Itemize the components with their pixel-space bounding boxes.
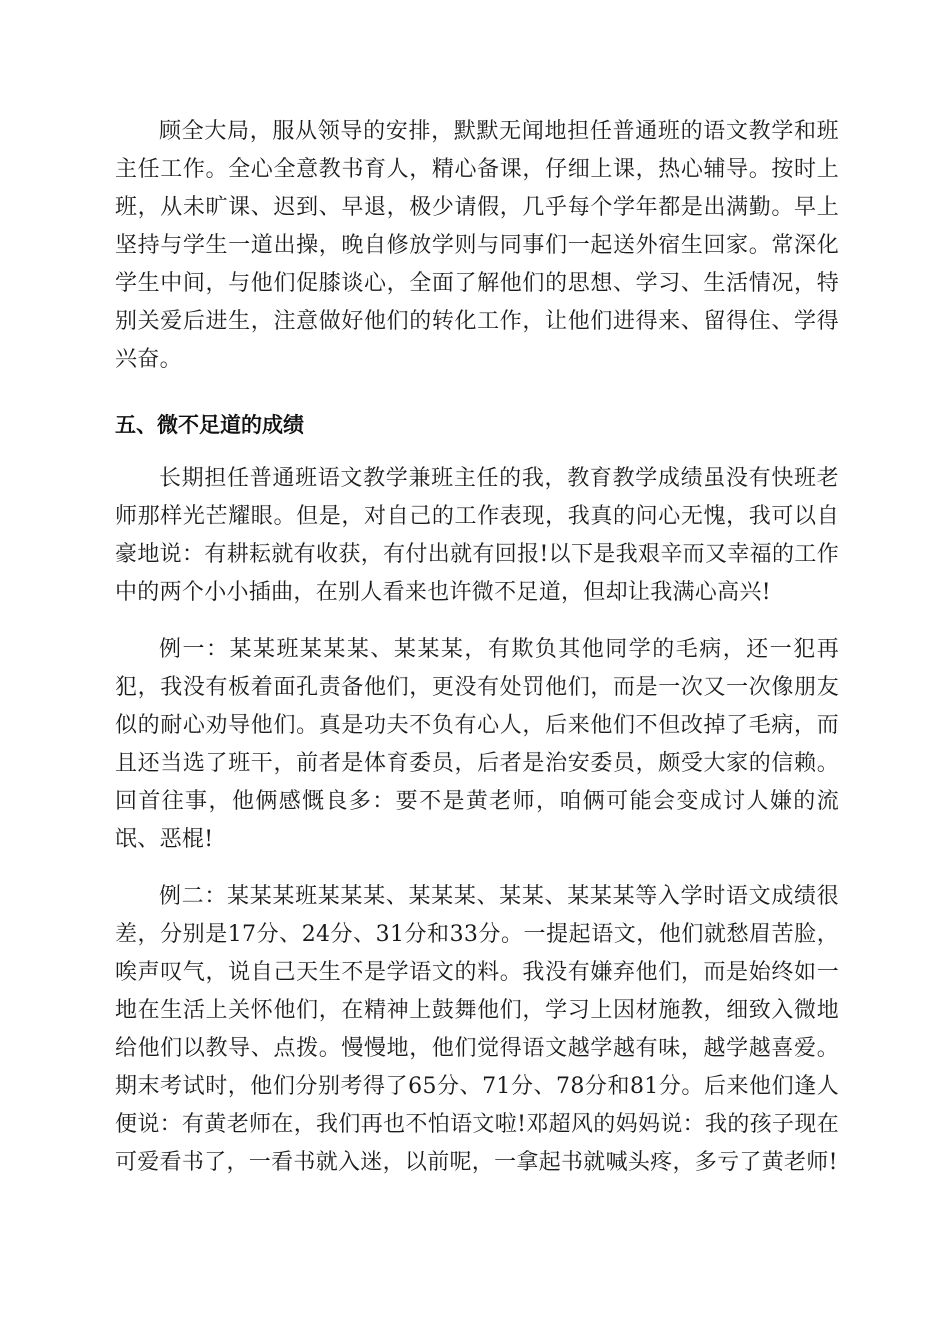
paragraph-summary: 长期担任普通班语文教学兼班主任的我，教育教学成绩虽没有快班老师那样光芒耀眼。但是，对自己的工作表现，我真的问心无愧，我可以自豪地说：有耕耘就有收获，有付出就有回报!以下是我艰辛而又幸福的工作中的两个小小插曲，在别人看来也许微不足道，但却让我满心高兴! <box>115 466 839 605</box>
paragraph-intro: 顾全大局，服从领导的安排，默默无闻地担任普通班的语文教学和班主任工作。全心全意教书育人，精心备课，仔细上课，热心辅导。按时上班，从未旷课、迟到、早退，极少请假，几乎每个学年都是出满勤。早上坚持与学生一道出操，晚自修放学则与同事们一起送外宿生回家。常深化学生中间，与他们促膝谈心，全面了解他们的思想、学习、生活情况，特别关爱后进生，注意做好他们的转化工作，让他们进得来、留得住、学得兴奋。 <box>115 119 839 372</box>
paragraph-example-two: 例二：某某某班某某某、某某某、某某、某某某等入学时语文成绩很差，分别是17分、24分、31分和33分。一提起语文，他们就愁眉苦脸，唉声叹气，说自己天生不是学语文的料。我没有嫌弃他们，而是始终如一地在生活上关怀他们，在精神上鼓舞他们，学习上因材施教，细致入微地给他们以教导、点拨。慢慢地，他们觉得语文越学越有味，越学越喜爱。期末考试时，他们分别考得了65分、71分、78分和81分。后来他们逢人便说：有黄老师在，我们再也不怕语文啦!邓超风的妈妈说：我的孩子现在可爱看书了，一看书就入迷，以前呢，一拿起书就喊头疼，多亏了黄老师! <box>115 884 839 1175</box>
section-heading: 五、微不足道的成绩 <box>115 413 304 437</box>
paragraph-example-one: 例一：某某班某某某、某某某，有欺负其他同学的毛病，还一犯再犯，我没有板着面孔责备他们，更没有处罚他们，而是一次又一次像朋友似的耐心劝导他们。真是功夫不负有心人，后来他们不但改掉了毛病，而且还当选了班干，前者是体育委员，后者是治安委员，颇受大家的信赖。回首往事，他俩感慨良多：要不是黄老师，咱俩可能会变成讨人嫌的流氓、恶棍! <box>115 637 839 852</box>
document-body <box>115 113 839 1182</box>
